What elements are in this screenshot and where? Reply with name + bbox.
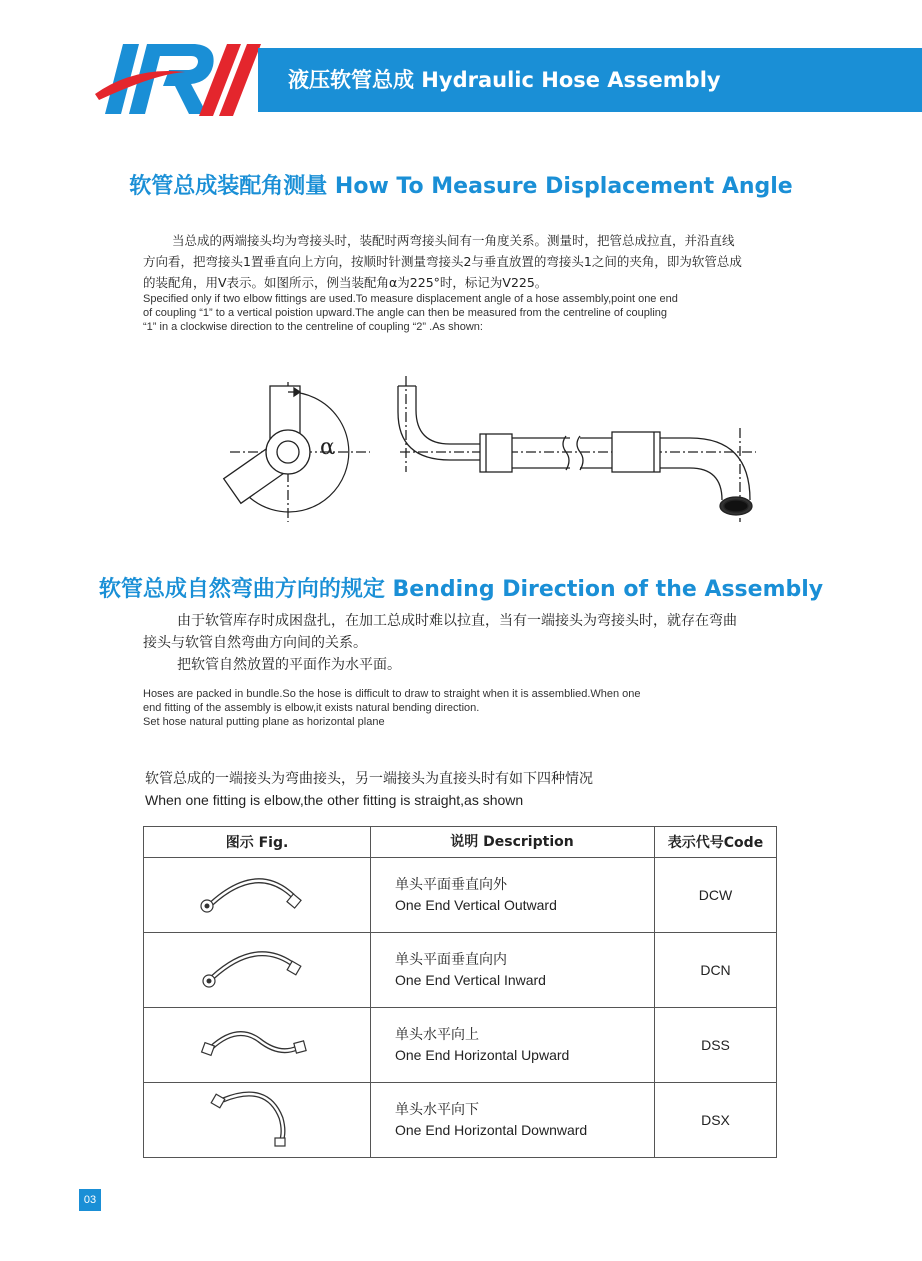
description-cell <box>371 858 655 933</box>
code-cell: DSS <box>655 1008 777 1083</box>
description-cell <box>371 1008 655 1083</box>
description-en: One End Horizontal Downward <box>395 1122 588 1138</box>
section1-heading: 软管总成装配角测量 How To Measure Displacement Angle <box>129 174 793 199</box>
table-row <box>144 1083 777 1158</box>
description-cn: 单头水平向上 <box>395 1026 479 1042</box>
section1-cn-line-1: 当总成的两端接头均为弯接头时，装配时两弯接头间有一角度关系。测量时，把管总成拉直，并沿直线 <box>172 233 735 248</box>
header-code: 表示代号Code <box>655 827 777 858</box>
description-en: One End Vertical Outward <box>395 897 557 913</box>
hose-assembly-figure <box>398 376 756 522</box>
header-description: 说明 Description <box>371 827 655 858</box>
displacement-angle-diagram <box>210 372 770 532</box>
section2-cn-line-3: 把软管自然放置的平面作为水平面。 <box>177 657 401 673</box>
section1-cn-line-2: 方向看，把弯接头1置垂直向上方向，按顺时针测量弯接头2与垂直放置的弯接头1之间的夹角，即为软管总成 <box>143 254 742 269</box>
description-cell <box>371 933 655 1008</box>
section2-en-line-3: Set hose natural putting plane as horizontal plane <box>143 716 385 728</box>
angle-measure-figure <box>224 382 370 522</box>
alpha-label: α <box>320 435 335 460</box>
code-cell: DCW <box>655 858 777 933</box>
bending-direction-table <box>143 826 777 1158</box>
fig-cell <box>144 1083 371 1158</box>
header-fig: 图示 Fig. <box>144 827 371 858</box>
section2-cn-line-2: 接头与软管自然弯曲方向间的关系。 <box>143 635 367 651</box>
company-logo <box>95 36 285 126</box>
description-en: One End Horizontal Upward <box>395 1047 570 1063</box>
section1-en-line-1: Specified only if two elbow fittings are used.To measure displacement angle of a hose assembly,point one end <box>143 293 678 305</box>
fig-cell <box>144 1008 371 1083</box>
fig-cell <box>144 858 371 933</box>
description-cn: 单头平面垂直向外 <box>395 876 507 892</box>
description-cell <box>371 1083 655 1158</box>
section2-intro-cn: 软管总成的一端接头为弯曲接头，另一端接头为直接头时有如下四种情况 <box>145 771 593 787</box>
table-row <box>144 858 777 933</box>
description-cn: 单头水平向下 <box>395 1101 479 1117</box>
table-row <box>144 933 777 1008</box>
code-cell: DSX <box>655 1083 777 1158</box>
section2-en-line-1: Hoses are packed in bundle.So the hose is difficult to draw to straight when it is assemblied.When one <box>143 688 641 700</box>
page-number: 03 <box>79 1189 101 1211</box>
table-row <box>144 1008 777 1083</box>
section1-en-line-3: “1” in a clockwise direction to the centreline of coupling “2” .As shown: <box>143 321 483 333</box>
hose-vertical-outward-figure <box>197 868 317 918</box>
fig-cell <box>144 933 371 1008</box>
header-title: 液压软管总成 Hydraulic Hose Assembly <box>288 68 721 92</box>
section2-intro-en: When one fitting is elbow,the other fitting is straight,as shown <box>145 792 524 808</box>
section1-cn-line-3: 的装配角，用V表示。如图所示，例当装配角α为225°时，标记为V225。 <box>143 275 548 290</box>
section1-en-line-2: of coupling “1” to a vertical poistion upward.The angle can then be measured from the centreline of coupling <box>143 307 668 319</box>
hose-vertical-inward-figure <box>197 943 317 993</box>
section2-heading: 软管总成自然弯曲方向的规定 Bending Direction of the Assembly <box>98 577 824 602</box>
hose-horizontal-upward-figure <box>197 1018 317 1068</box>
code-cell: DCN <box>655 933 777 1008</box>
section2-cn-line-1: 由于软管库存时成困盘扎，在加工总成时难以拉直，当有一端接头为弯接头时，就存在弯曲 <box>177 613 737 629</box>
table-header-row <box>144 827 777 858</box>
description-cn: 单头平面垂直向内 <box>395 951 507 967</box>
section2-en-line-2: end fitting of the assembly is elbow,it exists natural bending direction. <box>143 702 480 714</box>
hose-horizontal-downward-figure <box>197 1088 317 1148</box>
description-en: One End Vertical Inward <box>395 972 546 988</box>
